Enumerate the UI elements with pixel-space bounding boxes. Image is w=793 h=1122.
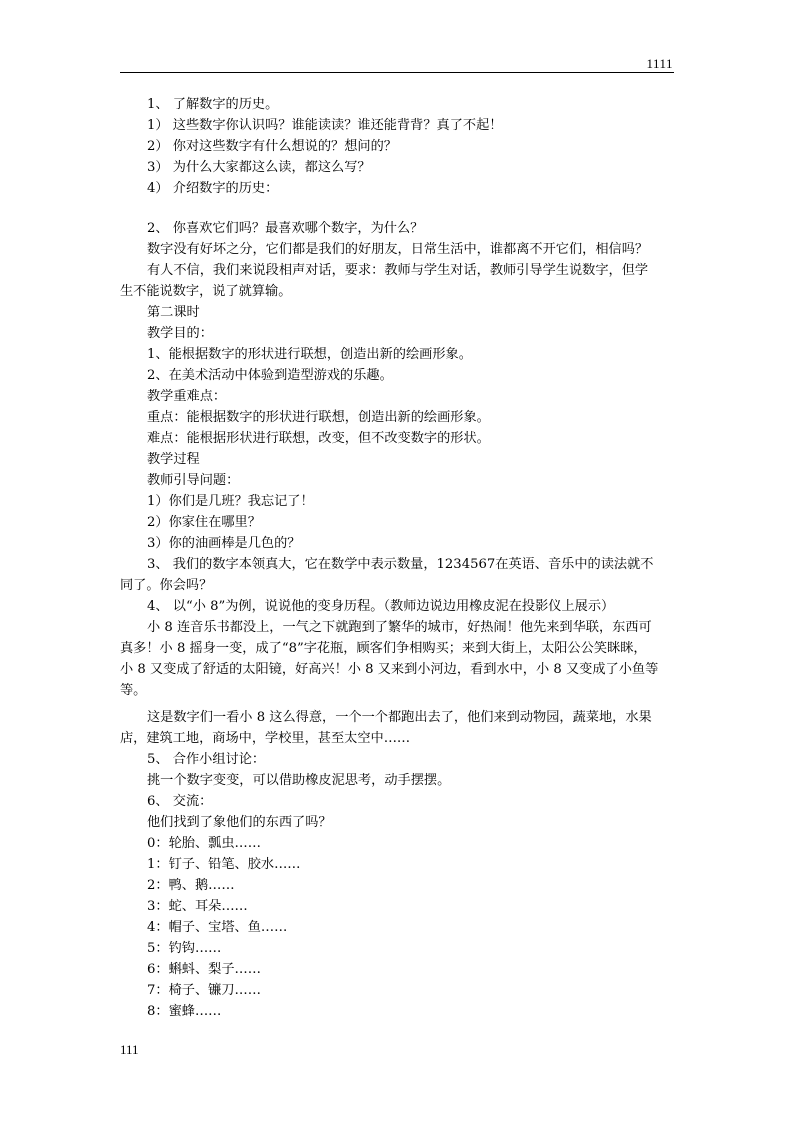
list-item: 1、能根据数字的形状进行联想，创造出新的绘画形象。 — [147, 347, 472, 362]
list-item: 3）你的油画棒是几色的？ — [147, 536, 301, 551]
list-item: 6：蝌蚪、梨子…… — [147, 962, 261, 977]
section-title: 第二课时 — [147, 305, 200, 320]
subsection-title: 教学过程 — [147, 452, 200, 467]
paragraph-line: 店，建筑工地，商场中，学校里，甚至太空中…… — [120, 731, 411, 746]
paragraph-line: 真多！小 8 摇身一变，成了“8”字花瓶，顾客们争相购买；来到大街上，太阳公公笑眯眯， — [120, 641, 647, 656]
list-item: 3：蛇、耳朵…… — [147, 899, 248, 914]
list-item: 8：蜜蜂…… — [147, 1004, 222, 1019]
list-item: 1） 这些数字你认识吗？谁能读读？谁还能背背？真了不起！ — [147, 118, 503, 133]
step-4-heading: 4、 以“小 8”为例，说说他的变身历程。（教师边说边用橡皮泥在投影仪上展示） — [147, 599, 615, 614]
paragraph-line: 等。 — [120, 683, 147, 698]
subsection-title: 教学目的： — [147, 326, 213, 341]
paragraph-line: 这是数字们一看小 8 这么得意，一个一个都跑出去了，他们来到动物园，蔬菜地，水果 — [147, 710, 652, 725]
list-item: 重点：能根据数字的形状进行联想，创造出新的绘画形象。 — [147, 410, 490, 425]
list-item: 7：椅子、镰刀…… — [147, 983, 261, 998]
paragraph-line: 生不能说数字，说了就算输。 — [120, 284, 292, 299]
paragraph-line: 小 8 连音乐书都没上，一气之下就跑到了繁华的城市，好热闹！他先来到华联，东西可 — [147, 620, 652, 635]
list-item: 1：钉子、铅笔、胶水…… — [147, 857, 301, 872]
step-3-heading: 3、 我们的数字本领真大，它在数学中表示数量，1234567在英语、音乐中的读法就不 — [147, 557, 654, 572]
list-item: 0：轮胎、瓢虫…… — [147, 836, 261, 851]
subsection-title: 教师引导问题： — [147, 473, 240, 488]
list-item: 4） 介绍数字的历史： — [147, 181, 279, 196]
step-1-heading: 1、 了解数字的历史。 — [147, 97, 279, 112]
step-5-heading: 5、 合作小组讨论： — [147, 752, 266, 767]
list-item: 2、在美术活动中体验到造型游戏的乐趣。 — [147, 368, 393, 383]
step-6-heading: 6、 交流： — [147, 794, 213, 809]
document-body — [120, 94, 674, 1022]
paragraph-line: 小 8 又变成了舒适的太阳镜，好高兴！小 8 又来到小河边，看到水中，小 8 又变成了小鱼等 — [120, 662, 659, 677]
list-item: 难点：能根据形状进行联想，改变，但不改变数字的形状。 — [147, 431, 490, 446]
blank-line — [120, 199, 674, 218]
list-item: 1）你们是几班？我忘记了！ — [147, 494, 314, 509]
list-item: 4：帽子、宝塔、鱼…… — [147, 920, 288, 935]
paragraph-line: 挑一个数字变变，可以借助橡皮泥思考，动手摆摆。 — [147, 773, 451, 788]
list-item: 3） 为什么大家都这么读，都这么写？ — [147, 160, 371, 175]
footer-page-number: 111 — [120, 1042, 139, 1057]
list-item: 2） 你对这些数字有什么想说的？想问的？ — [147, 139, 397, 154]
paragraph-line: 同了。你会吗？ — [120, 578, 213, 593]
subsection-title: 教学重难点： — [147, 389, 227, 404]
paragraph-line: 他们找到了象他们的东西了吗？ — [147, 815, 332, 830]
list-item: 5：钓钩…… — [147, 941, 222, 956]
list-item: 2）你家住在哪里？ — [147, 515, 261, 530]
header-page-number: 1111 — [646, 56, 673, 71]
header-rule — [120, 72, 674, 73]
step-2-heading: 2、 你喜欢它们吗？最喜欢哪个数字，为什么？ — [147, 221, 424, 236]
list-item: 2：鸭、鹅…… — [147, 878, 235, 893]
paragraph-line: 有人不信，我们来说段相声对话，要求：教师与学生对话，教师引导学生说数字，但学 — [147, 263, 649, 278]
paragraph-line: 数字没有好坏之分，它们都是我们的好朋友，日常生活中，谁都离不开它们，相信吗？ — [147, 242, 649, 257]
